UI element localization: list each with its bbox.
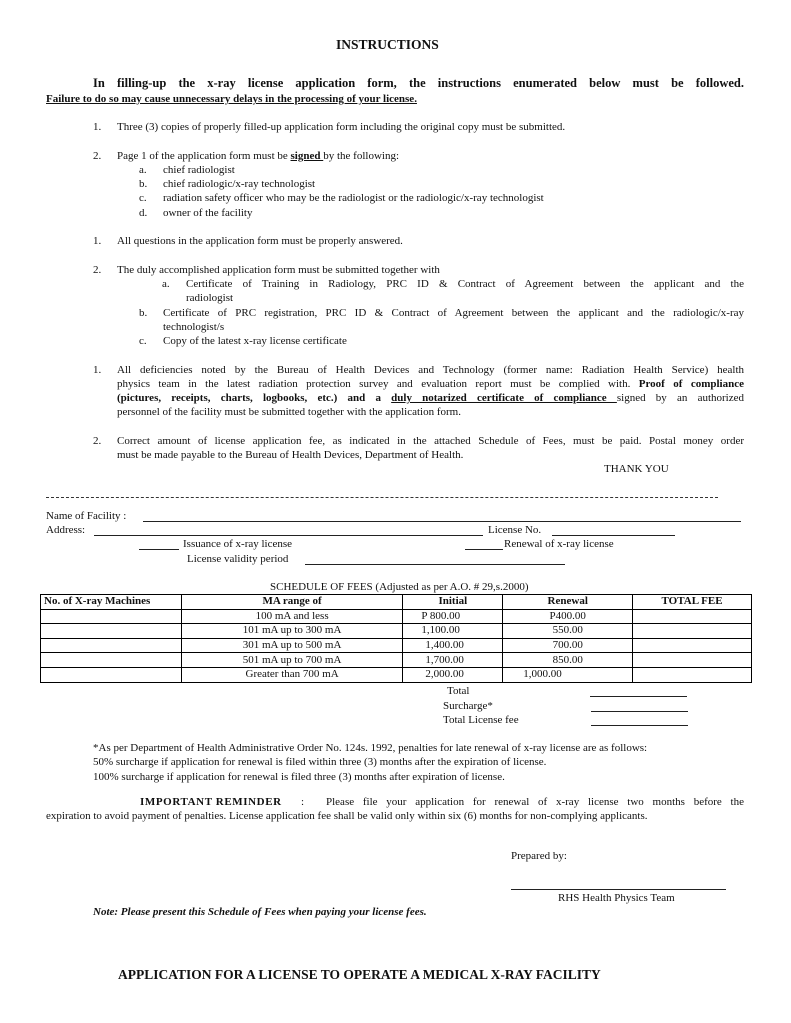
- col-header: Initial: [403, 595, 503, 610]
- initial-cell: 1,400.00: [403, 638, 503, 653]
- reminder-line-1: Please file your application for renewal of x-ray license two months before the: [326, 796, 744, 808]
- sub-item-cont: technologist/s: [163, 321, 225, 333]
- surcharge-field[interactable]: [591, 711, 688, 712]
- machines-cell[interactable]: [41, 653, 182, 668]
- total-fee-cell[interactable]: [633, 609, 752, 624]
- item-number: 1.: [93, 364, 102, 376]
- range-cell: Greater than 700 mA: [181, 667, 403, 682]
- col-header: MA range of: [181, 595, 403, 610]
- renewal-cell: 550.00: [503, 624, 633, 639]
- item-2-text: Page 1 of the application form must be signed by the following:: [117, 150, 400, 162]
- initial-cell: P 800.00: [403, 609, 503, 624]
- item-5-line-1: All deficiencies noted by the Bureau of Health Devices and Technology (former name: Radiation Health Service) health: [117, 364, 744, 376]
- item-number: 2.: [93, 150, 102, 162]
- page-title: INSTRUCTIONS: [336, 37, 439, 52]
- table-row: [41, 638, 752, 653]
- prepared-by-label: Prepared by:: [511, 850, 567, 862]
- penalty-line-3: 100% surcharge if application for renewal is filed three (3) months after expiration of license.: [93, 771, 505, 783]
- renewal-cell: 1,000.00: [503, 667, 633, 682]
- col-header: TOTAL FEE: [633, 595, 752, 610]
- renewal-label: Renewal of x-ray license: [504, 538, 614, 550]
- range-cell: 101 mA up to 300 mA: [181, 624, 403, 639]
- reminder-colon: :: [301, 796, 305, 808]
- sub-letter: c.: [139, 335, 147, 347]
- table-row: [41, 667, 752, 682]
- reminder-label: IMPORTANT REMINDER: [140, 796, 282, 808]
- machines-cell[interactable]: [41, 609, 182, 624]
- item-1-text: Three (3) copies of properly filled-up application form including the original copy must be submitted.: [117, 121, 566, 133]
- signed-emphasis: signed: [290, 150, 324, 162]
- sub-letter: b.: [139, 307, 148, 319]
- schedule-caption: SCHEDULE OF FEES (Adjusted as per A.O. # 29,s.2000): [270, 581, 529, 593]
- cut-line: [46, 497, 718, 498]
- total-label: Total: [447, 685, 470, 697]
- item-3-text: All questions in the application form must be properly answered.: [117, 235, 403, 247]
- total-fee-cell[interactable]: [633, 638, 752, 653]
- item-6-line-2: must be made payable to the Bureau of Health Devices, Department of Health.: [117, 449, 464, 461]
- sub-item: radiation safety officer who may be the radiologist or the radiologic/x-ray technologist: [163, 192, 544, 204]
- table-row: [41, 609, 752, 624]
- item-5-line-2: physics team in the latest radiation protection survey and evaluation report must be complied with. Proof of compliance: [117, 378, 744, 390]
- sub-letter: c.: [139, 192, 147, 204]
- item-number: 2.: [93, 264, 102, 276]
- sub-item: owner of the facility: [163, 207, 253, 219]
- sub-item: Copy of the latest x-ray license certificate: [163, 335, 347, 347]
- reminder-line-2: expiration to avoid payment of penalties. License application fee shall be valid only within six (6) months for non-complying applicants.: [46, 810, 648, 822]
- table-header-row: [41, 595, 752, 610]
- sub-letter: a.: [139, 164, 147, 176]
- facility-field[interactable]: [143, 521, 741, 522]
- penalty-line-1: *As per Department of Health Administrative Order No. 124s. 1992, penalties for late renewal of x-ray license are as follows:: [93, 742, 648, 754]
- issuance-label: Issuance of x-ray license: [183, 538, 293, 550]
- license-no-label: License No.: [488, 524, 542, 536]
- address-field[interactable]: [94, 535, 483, 536]
- range-cell: 100 mA and less: [181, 609, 403, 624]
- item-number: 1.: [93, 121, 102, 133]
- sub-letter: d.: [139, 207, 148, 219]
- renewal-cell: P400.00: [503, 609, 633, 624]
- item-5-line-3: (pictures, receipts, charts, logbooks, etc.) and a duly notarized certificate of compliance signed by an authorized: [117, 392, 744, 404]
- initial-cell: 1,700.00: [403, 653, 503, 668]
- item-number: 1.: [93, 235, 102, 247]
- fees-table: [40, 594, 752, 683]
- sub-item: chief radiologic/x-ray technologist: [163, 178, 316, 190]
- sub-item: chief radiologist: [163, 164, 235, 176]
- col-header: No. of X-ray Machines: [41, 595, 182, 610]
- item-number: 2.: [93, 435, 102, 447]
- range-cell: 501 mA up to 700 mA: [181, 653, 403, 668]
- range-cell: 301 mA up to 500 mA: [181, 638, 403, 653]
- item-5-line-4: personnel of the facility must be submitted together with the application form.: [117, 406, 461, 418]
- renewal-checkbox[interactable]: [465, 549, 503, 550]
- col-header: Renewal: [503, 595, 633, 610]
- table-row: [41, 624, 752, 639]
- license-no-field[interactable]: [552, 535, 675, 536]
- initial-cell: 1,100.00: [403, 624, 503, 639]
- machines-cell[interactable]: [41, 624, 182, 639]
- address-label: Address:: [46, 524, 86, 536]
- total-field[interactable]: [590, 696, 687, 697]
- footer-title: APPLICATION FOR A LICENSE TO OPERATE A MEDICAL X-RAY FACILITY: [118, 967, 601, 982]
- sub-item: Certificate of Training in Radiology, PRC ID & Contract of Agreement between the applicant and the: [186, 278, 744, 290]
- team-name: RHS Health Physics Team: [558, 892, 675, 904]
- thank-you: THANK YOU: [604, 463, 669, 475]
- machines-cell[interactable]: [41, 667, 182, 682]
- issuance-checkbox[interactable]: [139, 549, 179, 550]
- table-row: [41, 653, 752, 668]
- renewal-cell: 700.00: [503, 638, 633, 653]
- facility-label: Name of Facility :: [46, 510, 127, 522]
- total-license-fee-label: Total License fee: [443, 714, 519, 726]
- validity-label: License validity period: [187, 553, 289, 565]
- total-fee-cell[interactable]: [633, 667, 752, 682]
- initial-cell: 2,000.00: [403, 667, 503, 682]
- intro-line-2: Failure to do so may cause unnecessary delays in the processing of your license.: [46, 93, 417, 105]
- surcharge-label: Surcharge*: [443, 700, 493, 712]
- signature-line[interactable]: [511, 889, 726, 890]
- note: Note: Please present this Schedule of Fees when paying your license fees.: [93, 906, 427, 918]
- renewal-cell: 850.00: [503, 653, 633, 668]
- intro-line-1: In filling-up the x-ray license application form, the instructions enumerated below must be followed.: [93, 76, 744, 90]
- sub-letter: b.: [139, 178, 148, 190]
- sub-item-cont: radiologist: [186, 292, 234, 304]
- item-6-line-1: Correct amount of license application fee, as indicated in the attached Schedule of Fees, must be paid. Postal money order: [117, 435, 744, 447]
- sub-letter: a.: [162, 278, 170, 290]
- validity-field[interactable]: [305, 564, 565, 565]
- machines-cell[interactable]: [41, 638, 182, 653]
- total-fee-cell[interactable]: [633, 624, 752, 639]
- penalty-line-2: 50% surcharge if application for renewal is filed within three (3) months after the expiration of license.: [93, 756, 547, 768]
- item-4-text: The duly accomplished application form must be submitted together with: [117, 264, 440, 276]
- sub-item: Certificate of PRC registration, PRC ID & Contract of Agreement between the applicant and the radiologic/x-ray: [163, 307, 744, 319]
- total-fee-cell[interactable]: [633, 653, 752, 668]
- total-license-fee-field[interactable]: [591, 725, 688, 726]
